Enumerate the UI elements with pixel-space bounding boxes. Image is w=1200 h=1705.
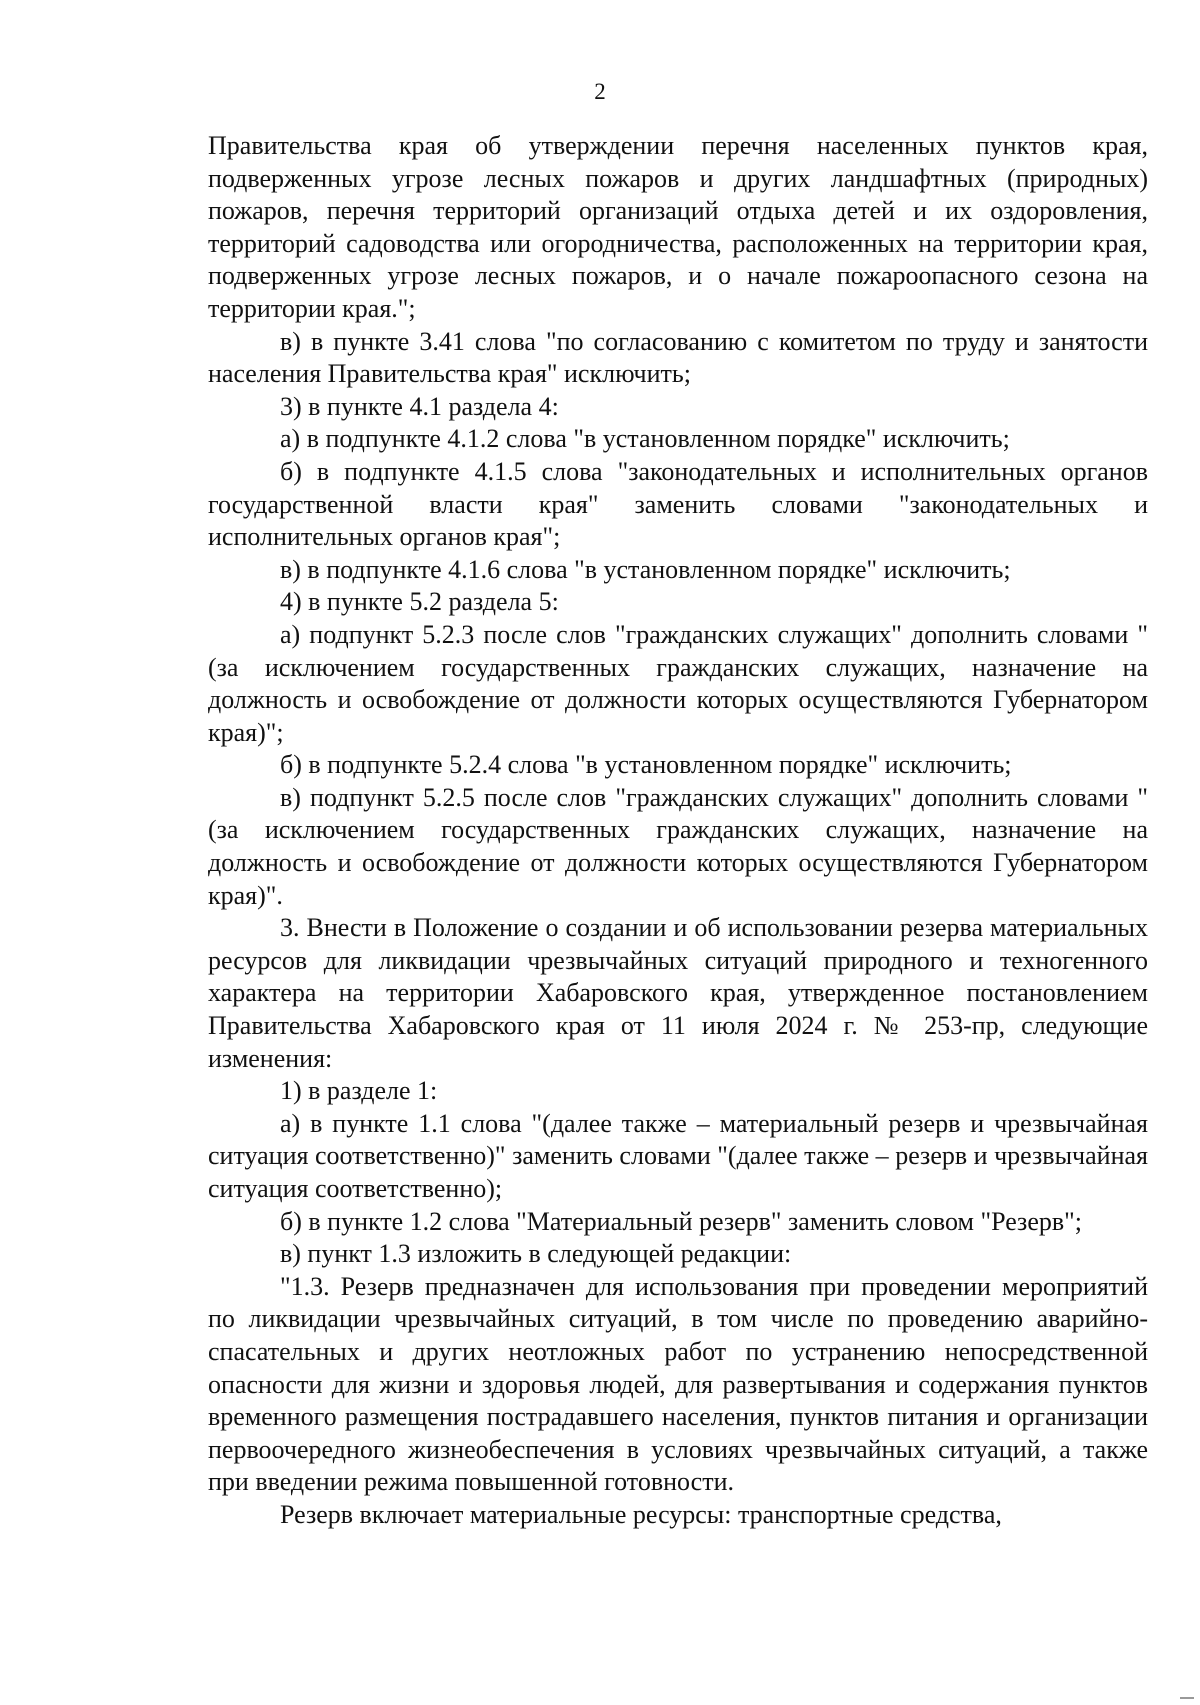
paragraph: в) в пункте 3.41 слова "по согласованию с комитетом по труду и занятости населения Правительства края" исключить; (208, 326, 1148, 389)
paragraph: "1.3. Резерв предназначен для использования при проведении мероприятий по ликвидации чрезвычайных ситуаций, в том числе по проведению аварийно-спасательных и других неотложных работ по устранению непосредственной опасности для жизни и здоровья людей, для развертывания и содержания пунктов временного размещения пострадавшего населения, пунктов питания и организации первоочередного жизнеобеспечения в условиях чрезвычайных ситуаций, а также при введении режима повышенной готовности. (208, 1271, 1148, 1497)
paragraph: б) в подпункте 4.1.5 слова "законодательных и исполнительных органов государственной власти края" заменить словами "законодательных и исполнительных органов края"; (208, 456, 1148, 552)
paragraph: а) в пункте 1.1 слова "(далее также – материальный резерв и чрезвычайная ситуация соответственно)" заменить словами "(далее также – резерв и чрезвычайная ситуация соответственно); (208, 1108, 1148, 1203)
paragraph: 3. Внести в Положение о создании и об использовании резерва материальных ресурсов для ликвидации чрезвычайных ситуаций природного и техногенного характера на территории Хабаровского края, утвержденное постановлением Правительства Хабаровского края от 11 июля 2024 г. № 253-пр, следующие изменения: (208, 913, 1148, 1073)
document-body (208, 130, 1148, 1532)
paragraph: в) пункт 1.3 изложить в следующей редакции: (280, 1239, 792, 1269)
paragraph: 3) в пункте 4.1 раздела 4: (280, 391, 559, 421)
paragraph: в) в подпункте 4.1.6 слова "в установленном порядке" исключить; (280, 554, 1011, 584)
paragraph: в) подпункт 5.2.5 после слов "гражданских служащих" дополнить словами "(за исключением государственных гражданских служащих, назначение на должность и освобождение от должности которых осуществляются Губернатором края)". (208, 782, 1148, 910)
paragraph: б) в подпункте 5.2.4 слова "в установленном порядке" исключить; (280, 750, 1012, 780)
page-number: 2 (594, 79, 606, 104)
paragraph: 4) в пункте 5.2 раздела 5: (280, 587, 559, 617)
paragraph: Правительства края об утверждении перечня населенных пунктов края, подверженных угрозе лесных пожаров и других ландшафтных (природных) пожаров, перечня территорий организаций отдыха детей и их оздоровления, территорий садоводства или огородничества, расположенных на территории края, подверженных угрозе лесных пожаров, и о начале пожароопасного сезона на территории края."; (208, 131, 1148, 323)
paragraph: б) в пункте 1.2 слова "Материальный резерв" заменить словом "Резерв"; (280, 1206, 1082, 1236)
paragraph: а) подпункт 5.2.3 после слов "гражданских служащих" дополнить словами "(за исключением государственных гражданских служащих, назначение на должность и освобождение от должности которых осуществляются Губернатором края)"; (208, 619, 1148, 747)
paragraph: 1) в разделе 1: (280, 1076, 438, 1106)
paragraph: Резерв включает материальные ресурсы: транспортные средства, (280, 1499, 1002, 1529)
paragraph: а) в подпункте 4.1.2 слова "в установленном порядке" исключить; (280, 424, 1010, 454)
scan-edge-mark (1180, 1697, 1194, 1699)
